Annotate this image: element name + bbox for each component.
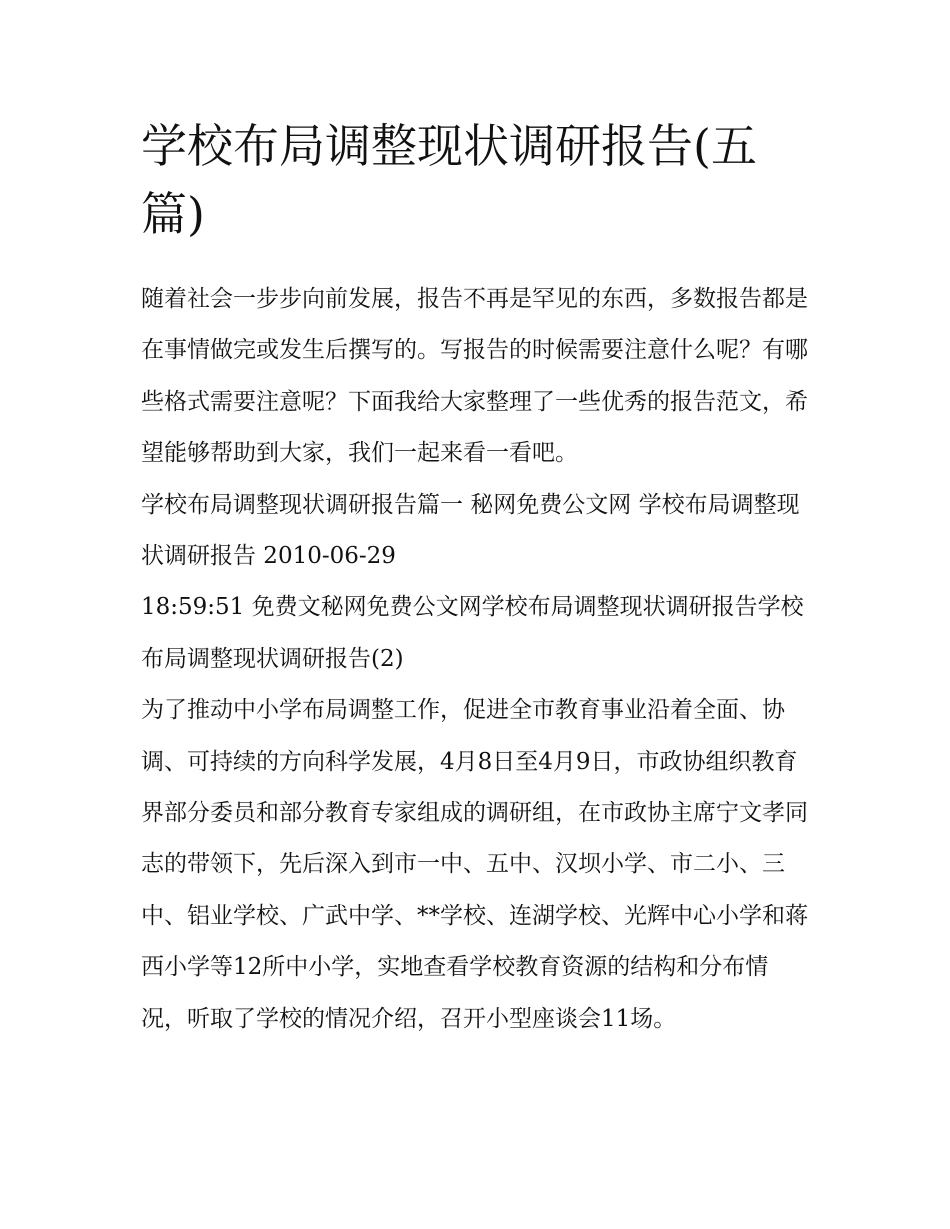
timestamp-paragraph: 18:59:51 免费文秘网免费公文网学校布局调整现状调研报告学校布局调整现状调研报告(2) (141, 594, 804, 672)
document-title: 学校布局调整现状调研报告(五篇) (141, 119, 757, 241)
body-paragraph: 为了推动中小学布局调整工作，促进全市教育事业沿着全面、协调、可持续的方向科学发展，4月8日至4月9日，市政协组织教育界部分委员和部分教育专家组成的调研组，在市政协主席宁文孝同志的带领下，先后深入到市一中、五中、汉坝小学、市二小、三中、铝业学校、广武中学、**学校、连湖学校、光辉中心小学和蒋西小学等12所中小学，实地查看学校教育资源的结构和分布情况，听取了学校的情况介绍，召开小型座谈会11场。 (141, 697, 808, 1032)
document-content (141, 112, 813, 1045)
document-body (141, 274, 813, 1045)
section-heading-paragraph: 学校布局调整现状调研报告篇一 秘网免费公文网 学校布局调整现状调研报告 2010-06-29 (141, 491, 800, 570)
intro-paragraph: 随着社会一步步向前发展，报告不再是罕见的东西，多数报告都是在事情做完或发生后撰写的。写报告的时候需要注意什么呢？有哪些格式需要注意呢？下面我给大家整理了一些优秀的报告范文，希望能够帮助到大家，我们一起来看一看吧。 (141, 286, 808, 467)
